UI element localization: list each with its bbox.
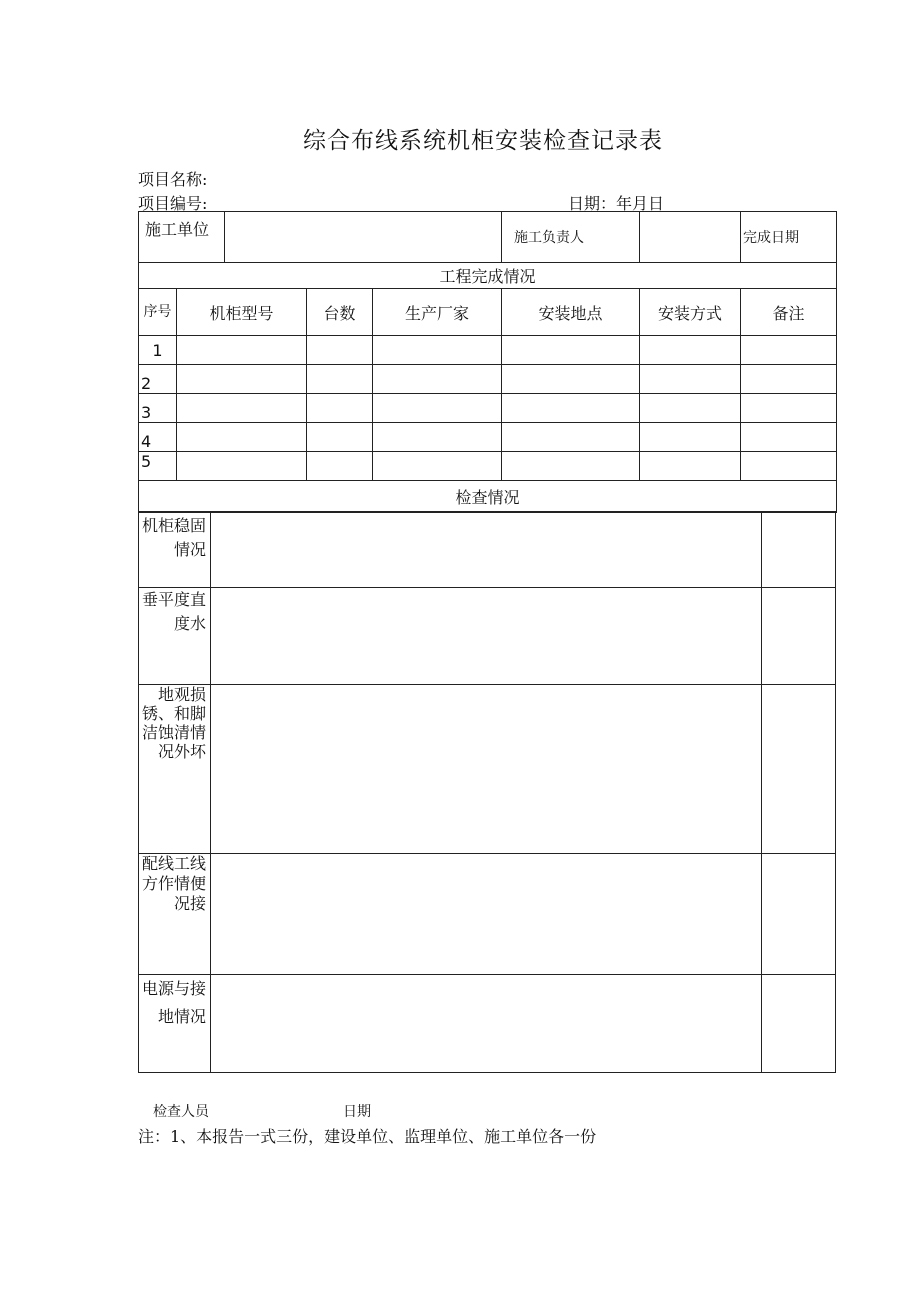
person-in-charge-label: 施工负责人: [502, 212, 640, 263]
inspector-label: 检查人员: [153, 1104, 209, 1120]
inspection-item-content[interactable]: [211, 512, 762, 588]
cell-method[interactable]: [640, 452, 741, 481]
inspection-item-label: 电源与接地情况: [139, 975, 211, 1073]
cell-quantity[interactable]: [307, 452, 373, 481]
cell-manufacturer[interactable]: [373, 394, 502, 423]
cell-manufacturer[interactable]: [373, 423, 502, 452]
cell-quantity[interactable]: [307, 365, 373, 394]
cell-remarks[interactable]: [741, 423, 837, 452]
cell-manufacturer[interactable]: [373, 336, 502, 365]
inspection-item-label: 配线工线方作情便况接: [139, 854, 211, 975]
row-number: 3: [139, 394, 177, 423]
footer-date-label: 日期: [343, 1104, 371, 1120]
cell-quantity[interactable]: [307, 394, 373, 423]
inspection-item-label: 垂平度直度水: [139, 588, 211, 685]
col-header-model: 机柜型号: [177, 289, 307, 336]
cell-location[interactable]: [502, 394, 640, 423]
col-header-manufacturer: 生产厂家: [373, 289, 502, 336]
person-in-charge-value[interactable]: [640, 212, 741, 263]
inspection-item-remark[interactable]: [762, 512, 836, 588]
completion-date-label: 完成日期: [741, 212, 837, 263]
cell-manufacturer[interactable]: [373, 452, 502, 481]
cell-location[interactable]: [502, 423, 640, 452]
cell-method[interactable]: [640, 365, 741, 394]
col-header-location: 安装地点: [502, 289, 640, 336]
project-name-label: 项目名称:: [138, 170, 208, 189]
cell-manufacturer[interactable]: [373, 365, 502, 394]
cell-model[interactable]: [177, 452, 307, 481]
cell-model[interactable]: [177, 394, 307, 423]
inspection-item-label: 机柜稳固情况: [139, 512, 211, 588]
col-header-method: 安装方式: [640, 289, 741, 336]
cell-quantity[interactable]: [307, 336, 373, 365]
inspection-item-content[interactable]: [211, 588, 762, 685]
inspection-item-remark[interactable]: [762, 588, 836, 685]
construction-unit-value[interactable]: [225, 212, 502, 263]
row-number: 4: [139, 423, 177, 452]
row-number: 2: [139, 365, 177, 394]
cell-location[interactable]: [502, 365, 640, 394]
inspection-item-remark[interactable]: [762, 854, 836, 975]
cell-quantity[interactable]: [307, 423, 373, 452]
row-number: 1: [139, 336, 177, 365]
col-header-quantity: 台数: [307, 289, 373, 336]
construction-unit-label: 施工单位: [139, 212, 225, 263]
footer-note: 注：1、本报告一式三份，建设单位、监理单位、施工单位各一份: [138, 1127, 597, 1146]
completion-section-title: 工程完成情况: [139, 263, 837, 289]
cell-location[interactable]: [502, 452, 640, 481]
cell-remarks[interactable]: [741, 336, 837, 365]
inspection-item-content[interactable]: [211, 854, 762, 975]
inspection-section-title: 检查情况: [139, 481, 837, 513]
inspection-item-content[interactable]: [211, 975, 762, 1073]
cell-remarks[interactable]: [741, 452, 837, 481]
cell-model[interactable]: [177, 365, 307, 394]
project-number-label: 项目编号:: [138, 194, 208, 213]
cell-method[interactable]: [640, 394, 741, 423]
col-header-seq: 序号: [139, 289, 177, 336]
page-title: 综合布线系统机柜安装检查记录表: [303, 128, 663, 154]
inspection-table: [138, 511, 836, 1073]
date-label: 日期：年月日: [568, 194, 665, 213]
cell-remarks[interactable]: [741, 365, 837, 394]
cell-location[interactable]: [502, 336, 640, 365]
inspection-item-remark[interactable]: [762, 975, 836, 1073]
inspection-item-content[interactable]: [211, 685, 762, 854]
cell-model[interactable]: [177, 423, 307, 452]
cell-method[interactable]: [640, 336, 741, 365]
cell-method[interactable]: [640, 423, 741, 452]
cell-model[interactable]: [177, 336, 307, 365]
inspection-item-remark[interactable]: [762, 685, 836, 854]
inspection-item-label: 地观损锈、和脚洁蚀清情况外坏: [139, 685, 211, 854]
completion-table: [138, 211, 837, 513]
cell-remarks[interactable]: [741, 394, 837, 423]
row-number: 5: [139, 452, 177, 481]
col-header-remarks: 备注: [741, 289, 837, 336]
